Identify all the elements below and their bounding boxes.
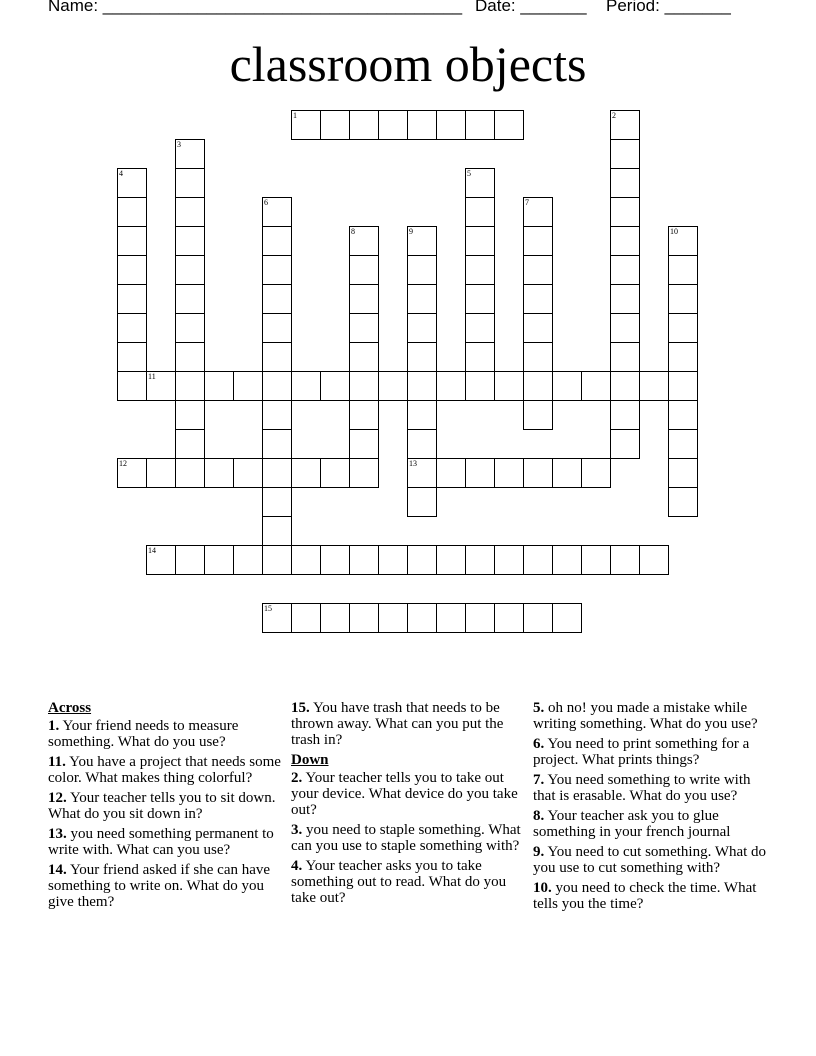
crossword-cell[interactable] — [610, 371, 640, 401]
crossword-cell[interactable] — [349, 545, 379, 575]
crossword-cell[interactable] — [175, 429, 205, 459]
clues-column-2 — [291, 700, 526, 910]
crossword-cell[interactable] — [407, 371, 437, 401]
clue-item-text: You need to print something for a project. What prints things? — [533, 736, 750, 768]
crossword-cell[interactable] — [465, 313, 495, 343]
crossword-cell[interactable] — [668, 400, 698, 430]
crossword-cell[interactable] — [349, 603, 379, 633]
crossword-cell[interactable] — [349, 371, 379, 401]
clue-item — [291, 858, 526, 906]
crossword-cell[interactable] — [175, 168, 205, 198]
crossword-cell[interactable] — [262, 284, 292, 314]
clue-item-number: 7. — [533, 772, 545, 788]
clue-item-text: Your friend asked if she can have something to write on. What do you give them? — [48, 862, 271, 910]
crossword-cell[interactable] — [610, 545, 640, 575]
crossword-cell[interactable] — [610, 313, 640, 343]
clue-item-number: 12. — [48, 790, 67, 806]
crossword-cell[interactable] — [117, 371, 147, 401]
clue-item-number: 6. — [533, 736, 545, 752]
crossword-cell[interactable] — [175, 545, 205, 575]
crossword-cell[interactable] — [494, 371, 524, 401]
clue-item — [533, 808, 768, 840]
clue-number: 14 — [148, 546, 156, 555]
crossword-cell[interactable] — [349, 342, 379, 372]
clue-item-text: you need something permanent to write with. What can you use? — [48, 826, 274, 858]
crossword-cell[interactable] — [262, 342, 292, 372]
crossword-cell[interactable] — [117, 197, 147, 227]
crossword-cell[interactable] — [465, 284, 495, 314]
crossword-cell[interactable] — [262, 516, 292, 546]
crossword-cell[interactable] — [407, 400, 437, 430]
crossword-cell[interactable] — [610, 429, 640, 459]
crossword-cell[interactable] — [465, 458, 495, 488]
clue-item-text: Your friend needs to measure something. What do you use? — [48, 718, 239, 750]
clue-item-text: you need to staple something. What can you use to staple something with? — [291, 822, 521, 854]
crossword-cell[interactable] — [146, 371, 176, 401]
crossword-cell[interactable] — [407, 487, 437, 517]
crossword-cell[interactable] — [262, 429, 292, 459]
clue-item — [533, 700, 768, 732]
crossword-cell[interactable] — [117, 168, 147, 198]
crossword-cell[interactable] — [175, 139, 205, 169]
crossword-cell[interactable] — [610, 284, 640, 314]
crossword-cell[interactable] — [465, 255, 495, 285]
crossword-cell[interactable] — [465, 371, 495, 401]
clues-column-3 — [533, 700, 768, 916]
crossword-cell[interactable] — [407, 429, 437, 459]
clue-number: 13 — [409, 459, 417, 468]
crossword-cell[interactable] — [262, 313, 292, 343]
clue-item — [291, 822, 526, 854]
crossword-cell[interactable] — [320, 458, 350, 488]
clue-number: 4 — [119, 169, 123, 178]
crossword-cell[interactable] — [494, 110, 524, 140]
clue-number: 3 — [177, 140, 181, 149]
clue-item-number: 14. — [48, 862, 67, 878]
crossword-cell[interactable] — [465, 342, 495, 372]
crossword-cell[interactable] — [233, 458, 263, 488]
crossword-cell[interactable] — [465, 226, 495, 256]
crossword-cell[interactable] — [320, 110, 350, 140]
crossword-cell[interactable] — [175, 313, 205, 343]
clue-item — [48, 862, 283, 910]
crossword-cell[interactable] — [117, 458, 147, 488]
clue-item — [48, 718, 283, 750]
clue-item-number: 13. — [48, 826, 67, 842]
clue-item-text: you need to check the time. What tells you the time? — [533, 880, 757, 912]
clue-item-number: 2. — [291, 770, 303, 786]
name-field[interactable]: Name: ______________________________________ — [48, 0, 463, 15]
crossword-cell[interactable] — [436, 110, 466, 140]
crossword-cell[interactable] — [262, 197, 292, 227]
crossword-cell[interactable] — [175, 226, 205, 256]
clue-number: 7 — [525, 198, 529, 207]
crossword-cell[interactable] — [320, 603, 350, 633]
crossword-cell[interactable] — [523, 197, 553, 227]
clue-item-text: Your teacher asks you to take something out to read. What do you take out? — [291, 858, 507, 906]
crossword-cell[interactable] — [175, 284, 205, 314]
crossword-cell[interactable] — [465, 603, 495, 633]
clue-item — [291, 700, 526, 748]
crossword-cell[interactable] — [523, 458, 553, 488]
crossword-cell[interactable] — [436, 545, 466, 575]
date-field[interactable]: Date: _______ — [475, 0, 587, 15]
crossword-cell[interactable] — [668, 342, 698, 372]
crossword-cell[interactable] — [465, 545, 495, 575]
crossword-cell[interactable] — [668, 255, 698, 285]
crossword-cell[interactable] — [320, 371, 350, 401]
clue-item — [533, 880, 768, 912]
crossword-cell[interactable] — [262, 226, 292, 256]
crossword-cell[interactable] — [117, 284, 147, 314]
crossword-cell[interactable] — [407, 603, 437, 633]
clue-item-text: You have a project that needs some color. What makes thing colorful? — [48, 754, 281, 786]
crossword-cell[interactable] — [668, 313, 698, 343]
crossword-cell[interactable] — [407, 226, 437, 256]
clue-number: 8 — [351, 227, 355, 236]
page-title: classroom objects — [229, 36, 587, 92]
clue-number: 9 — [409, 227, 413, 236]
crossword-cell[interactable] — [465, 197, 495, 227]
crossword-cell[interactable] — [262, 371, 292, 401]
crossword-cell[interactable] — [117, 226, 147, 256]
crossword-cell[interactable] — [320, 545, 350, 575]
crossword-cell[interactable] — [117, 313, 147, 343]
clue-item-text: Your teacher tells you to take out your device. What device do you take out? — [291, 770, 518, 818]
clue-number: 5 — [467, 169, 471, 178]
crossword-cell[interactable] — [175, 400, 205, 430]
crossword-cell[interactable] — [552, 371, 582, 401]
crossword-cell[interactable] — [668, 371, 698, 401]
clue-item — [533, 772, 768, 804]
clue-item-number: 5. — [533, 700, 545, 716]
crossword-cell[interactable] — [175, 342, 205, 372]
clue-item-number: 1. — [48, 718, 60, 734]
crossword-cell[interactable] — [668, 429, 698, 459]
crossword-cell[interactable] — [204, 545, 234, 575]
crossword-cell[interactable] — [291, 371, 321, 401]
crossword-cell[interactable] — [610, 342, 640, 372]
clue-item-number: 3. — [291, 822, 303, 838]
crossword-cell[interactable] — [378, 371, 408, 401]
crossword-cell[interactable] — [349, 313, 379, 343]
crossword-cell[interactable] — [407, 313, 437, 343]
crossword-cell[interactable] — [436, 603, 466, 633]
crossword-cell[interactable] — [175, 458, 205, 488]
clue-item-number: 4. — [291, 858, 303, 874]
crossword-cell[interactable] — [610, 110, 640, 140]
crossword-cell[interactable] — [494, 458, 524, 488]
crossword-cell[interactable] — [175, 197, 205, 227]
crossword-cell[interactable] — [523, 371, 553, 401]
crossword-cell[interactable] — [262, 255, 292, 285]
crossword-cell[interactable] — [523, 400, 553, 430]
clue-item-text: You need something to write with that is erasable. What do you use? — [533, 772, 751, 804]
crossword-cell[interactable] — [204, 458, 234, 488]
crossword-cell[interactable] — [349, 226, 379, 256]
crossword-cell[interactable] — [378, 110, 408, 140]
clue-item-text: Your teacher tells you to sit down. What do you sit down in? — [48, 790, 276, 822]
clue-heading: Down — [291, 752, 329, 768]
crossword-cell[interactable] — [668, 458, 698, 488]
clue-item — [291, 770, 526, 818]
crossword-cell[interactable] — [407, 255, 437, 285]
crossword-cell[interactable] — [349, 255, 379, 285]
crossword-cell[interactable] — [378, 545, 408, 575]
clue-item-text: Your teacher ask you to glue something in your french journal — [533, 808, 731, 840]
crossword-cell[interactable] — [436, 458, 466, 488]
crossword-cell[interactable] — [117, 255, 147, 285]
crossword-cell[interactable] — [668, 284, 698, 314]
crossword-cell[interactable] — [581, 458, 611, 488]
crossword-cell[interactable] — [146, 545, 176, 575]
crossword-cell[interactable] — [668, 487, 698, 517]
clue-item-number: 9. — [533, 844, 545, 860]
clue-item-text: You need to cut something. What do you use to cut something with? — [533, 844, 767, 876]
crossword-cell[interactable] — [610, 255, 640, 285]
crossword-cell[interactable] — [610, 197, 640, 227]
crossword-cell[interactable] — [349, 110, 379, 140]
crossword-cell[interactable] — [465, 110, 495, 140]
clue-item-number: 10. — [533, 880, 552, 896]
crossword-cell[interactable] — [291, 110, 321, 140]
crossword-cell[interactable] — [523, 603, 553, 633]
crossword-cell[interactable] — [233, 371, 263, 401]
clue-item — [533, 736, 768, 768]
crossword-cell[interactable] — [610, 139, 640, 169]
crossword-cell[interactable] — [407, 284, 437, 314]
clue-item-number: 15. — [291, 700, 310, 716]
crossword-cell[interactable] — [668, 226, 698, 256]
crossword-cell[interactable] — [581, 371, 611, 401]
crossword-cell[interactable] — [465, 168, 495, 198]
crossword-cell[interactable] — [117, 342, 147, 372]
crossword-cell[interactable] — [262, 458, 292, 488]
crossword-cell[interactable] — [523, 226, 553, 256]
clue-heading: Across — [48, 700, 92, 716]
clue-item — [48, 790, 283, 822]
crossword-cell[interactable] — [639, 545, 669, 575]
clue-number: 11 — [148, 372, 156, 381]
clue-item — [48, 754, 283, 786]
crossword-cell[interactable] — [262, 603, 292, 633]
crossword-cell[interactable] — [378, 603, 408, 633]
crossword-cell[interactable] — [610, 400, 640, 430]
crossword-cell[interactable] — [523, 545, 553, 575]
clue-item — [533, 844, 768, 876]
crossword-cell[interactable] — [639, 371, 669, 401]
clue-number: 10 — [670, 227, 678, 236]
crossword-cell[interactable] — [291, 458, 321, 488]
crossword-cell[interactable] — [523, 342, 553, 372]
crossword-cell[interactable] — [262, 545, 292, 575]
crossword-cell[interactable] — [349, 400, 379, 430]
crossword-cell[interactable] — [552, 603, 582, 633]
crossword-cell[interactable] — [552, 458, 582, 488]
crossword-cell[interactable] — [494, 545, 524, 575]
crossword-cell[interactable] — [494, 603, 524, 633]
crossword-cell[interactable] — [146, 458, 176, 488]
crossword-cell[interactable] — [349, 458, 379, 488]
crossword-cell[interactable] — [610, 226, 640, 256]
crossword-cell[interactable] — [581, 545, 611, 575]
crossword-cell[interactable] — [204, 371, 234, 401]
crossword-cell[interactable] — [610, 168, 640, 198]
crossword-cell[interactable] — [552, 545, 582, 575]
clue-item-text: You have trash that needs to be thrown away. What can you put the trash in? — [291, 700, 504, 748]
crossword-cell[interactable] — [291, 545, 321, 575]
crossword-cell[interactable] — [175, 255, 205, 285]
clue-number: 12 — [119, 459, 127, 468]
crossword-cell[interactable] — [523, 255, 553, 285]
clue-number: 2 — [612, 111, 616, 120]
clue-item — [48, 826, 283, 858]
crossword-cell[interactable] — [407, 342, 437, 372]
crossword-cell[interactable] — [349, 429, 379, 459]
clue-item-number: 11. — [48, 754, 66, 770]
crossword-cell[interactable] — [233, 545, 263, 575]
clues-column-1 — [48, 700, 283, 914]
crossword-cell[interactable] — [262, 400, 292, 430]
crossword-cell[interactable] — [407, 458, 437, 488]
crossword-cell[interactable] — [349, 284, 379, 314]
crossword-cell[interactable] — [175, 371, 205, 401]
crossword-cell[interactable] — [407, 110, 437, 140]
clue-number: 6 — [264, 198, 268, 207]
crossword-cell[interactable] — [407, 545, 437, 575]
period-field[interactable]: Period: _______ — [606, 0, 731, 15]
crossword-cell[interactable] — [436, 371, 466, 401]
clue-number: 15 — [264, 604, 272, 613]
clue-item-number: 8. — [533, 808, 545, 824]
crossword-cell[interactable] — [523, 284, 553, 314]
crossword-cell[interactable] — [523, 313, 553, 343]
clue-item-text: oh no! you made a mistake while writing something. What do you use? — [533, 700, 758, 732]
crossword-cell[interactable] — [262, 487, 292, 517]
clue-number: 1 — [293, 111, 297, 120]
crossword-cell[interactable] — [291, 603, 321, 633]
